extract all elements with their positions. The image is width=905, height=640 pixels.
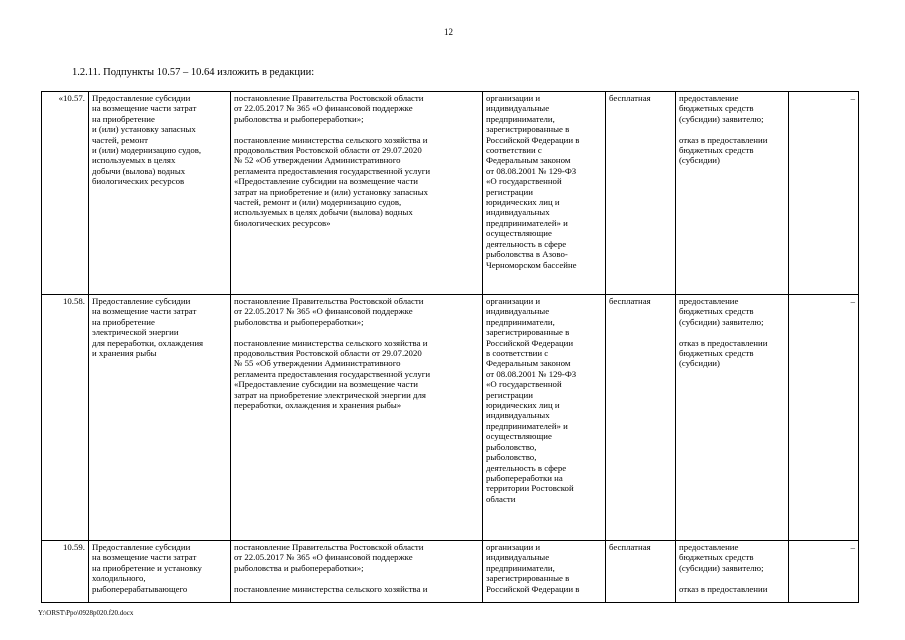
result	[676, 295, 789, 541]
legal-basis	[231, 92, 483, 295]
note: –	[789, 92, 859, 295]
item-number: 10.59.	[42, 541, 89, 603]
intro-text: 1.2.11. Подпункты 10.57 – 10.64 изложить в редакции:	[72, 67, 315, 78]
result-granted: предоставление бюджетных средств (субсидии) заявителю;	[679, 296, 764, 327]
result-granted: предоставление бюджетных средств (субсидии) заявителю;	[679, 542, 764, 573]
legal-basis-decree: постановление Правительства Ростовской области от 22.05.2017 № 365 «О финансовой поддержке рыболовства и рыбопереработки»;	[234, 542, 424, 573]
services-table	[41, 91, 859, 603]
fee: бесплатная	[606, 92, 676, 295]
table-row	[42, 541, 859, 603]
recipients: организации и индивидуальные предприниматели, зарегистрированные в Российской Федерации в соответствии с Федеральным законом от 08.08.2001 № 129-ФЗ «О государственной регистрации юридических лиц и индивидуальных предпринимателей» и осуществляющие деятельность в сфере рыболовства в Азово- Черноморском бассейне	[483, 92, 606, 295]
result	[676, 92, 789, 295]
recipients: организации и индивидуальные предприниматели, зарегистрированные в Российской Федерации в соответствии с Федеральным законом от 08.08.2001 № 129-ФЗ «О государственной регистрации юридических лиц и индивидуальных предпринимателей» и осуществляющие рыболовство, рыболовство, деятельность в сфере рыбопереработки на территории Ростовской области	[483, 295, 606, 541]
page-number: 12	[444, 27, 453, 37]
result-refused: отказ в предоставлении	[679, 583, 768, 594]
table-row	[42, 295, 859, 541]
table-row	[42, 92, 859, 295]
item-number: 10.58.	[42, 295, 89, 541]
result-refused: отказ в предоставлении бюджетных средств (субсидии)	[679, 337, 768, 369]
legal-basis-decree: постановление Правительства Ростовской области от 22.05.2017 № 365 «О финансовой поддержке рыболовства и рыбопереработки»;	[234, 93, 424, 124]
legal-basis	[231, 541, 483, 603]
service-name: Предоставление субсидии на возмещение части затрат на приобретение и установку холодильного, рыбоперерабатывающего	[89, 541, 231, 603]
legal-basis-decree: постановление Правительства Ростовской области от 22.05.2017 № 365 «О финансовой поддержке рыболовства и рыбопереработки»;	[234, 296, 424, 327]
result-granted: предоставление бюджетных средств (субсидии) заявителю;	[679, 93, 764, 124]
recipients: организации и индивидуальные предприниматели, зарегистрированные в Российской Федерации в	[483, 541, 606, 603]
fee: бесплатная	[606, 295, 676, 541]
legal-basis-regulation: постановление министерства сельского хозяйства и продовольствия Ростовской области от 29.07.2020 № 52 «Об утверждении Административного регламента предоставления государственной услуги «Предоставление субсидии на возмещение части затрат на приобретение и (или) установку запасных частей, ремонт и (или) модернизацию судов, используемых в целях добычи (вылова) водных биологических ресурсов»	[234, 134, 431, 228]
service-name: Предоставление субсидии на возмещение части затрат на приобретение электрической энергии для переработки, охлаждения и хранения рыбы	[89, 295, 231, 541]
result-refused: отказ в предоставлении бюджетных средств (субсидии)	[679, 134, 768, 166]
service-name: Предоставление субсидии на возмещение части затрат на приобретение и (или) установку запасных частей, ремонт и (или) модернизацию судов, используемых в целях добычи (вылова) водных биологических ресурсов	[89, 92, 231, 295]
fee: бесплатная	[606, 541, 676, 603]
note: –	[789, 541, 859, 603]
item-number: «10.57.	[42, 92, 89, 295]
legal-basis-regulation: постановление министерства сельского хозяйства и	[234, 583, 428, 594]
note: –	[789, 295, 859, 541]
file-path-footer: Y:\ORST\Ppo\0928p020.f20.docx	[38, 609, 134, 617]
legal-basis	[231, 295, 483, 541]
legal-basis-regulation: постановление министерства сельского хозяйства и продовольствия Ростовской области от 29.07.2020 № 55 «Об утверждении Административного регламента предоставления государственной услуги «Предоставление субсидии на возмещение части затрат на приобретение электрической энергии для переработки, охлаждения и хранения рыбы»	[234, 337, 431, 411]
result	[676, 541, 789, 603]
